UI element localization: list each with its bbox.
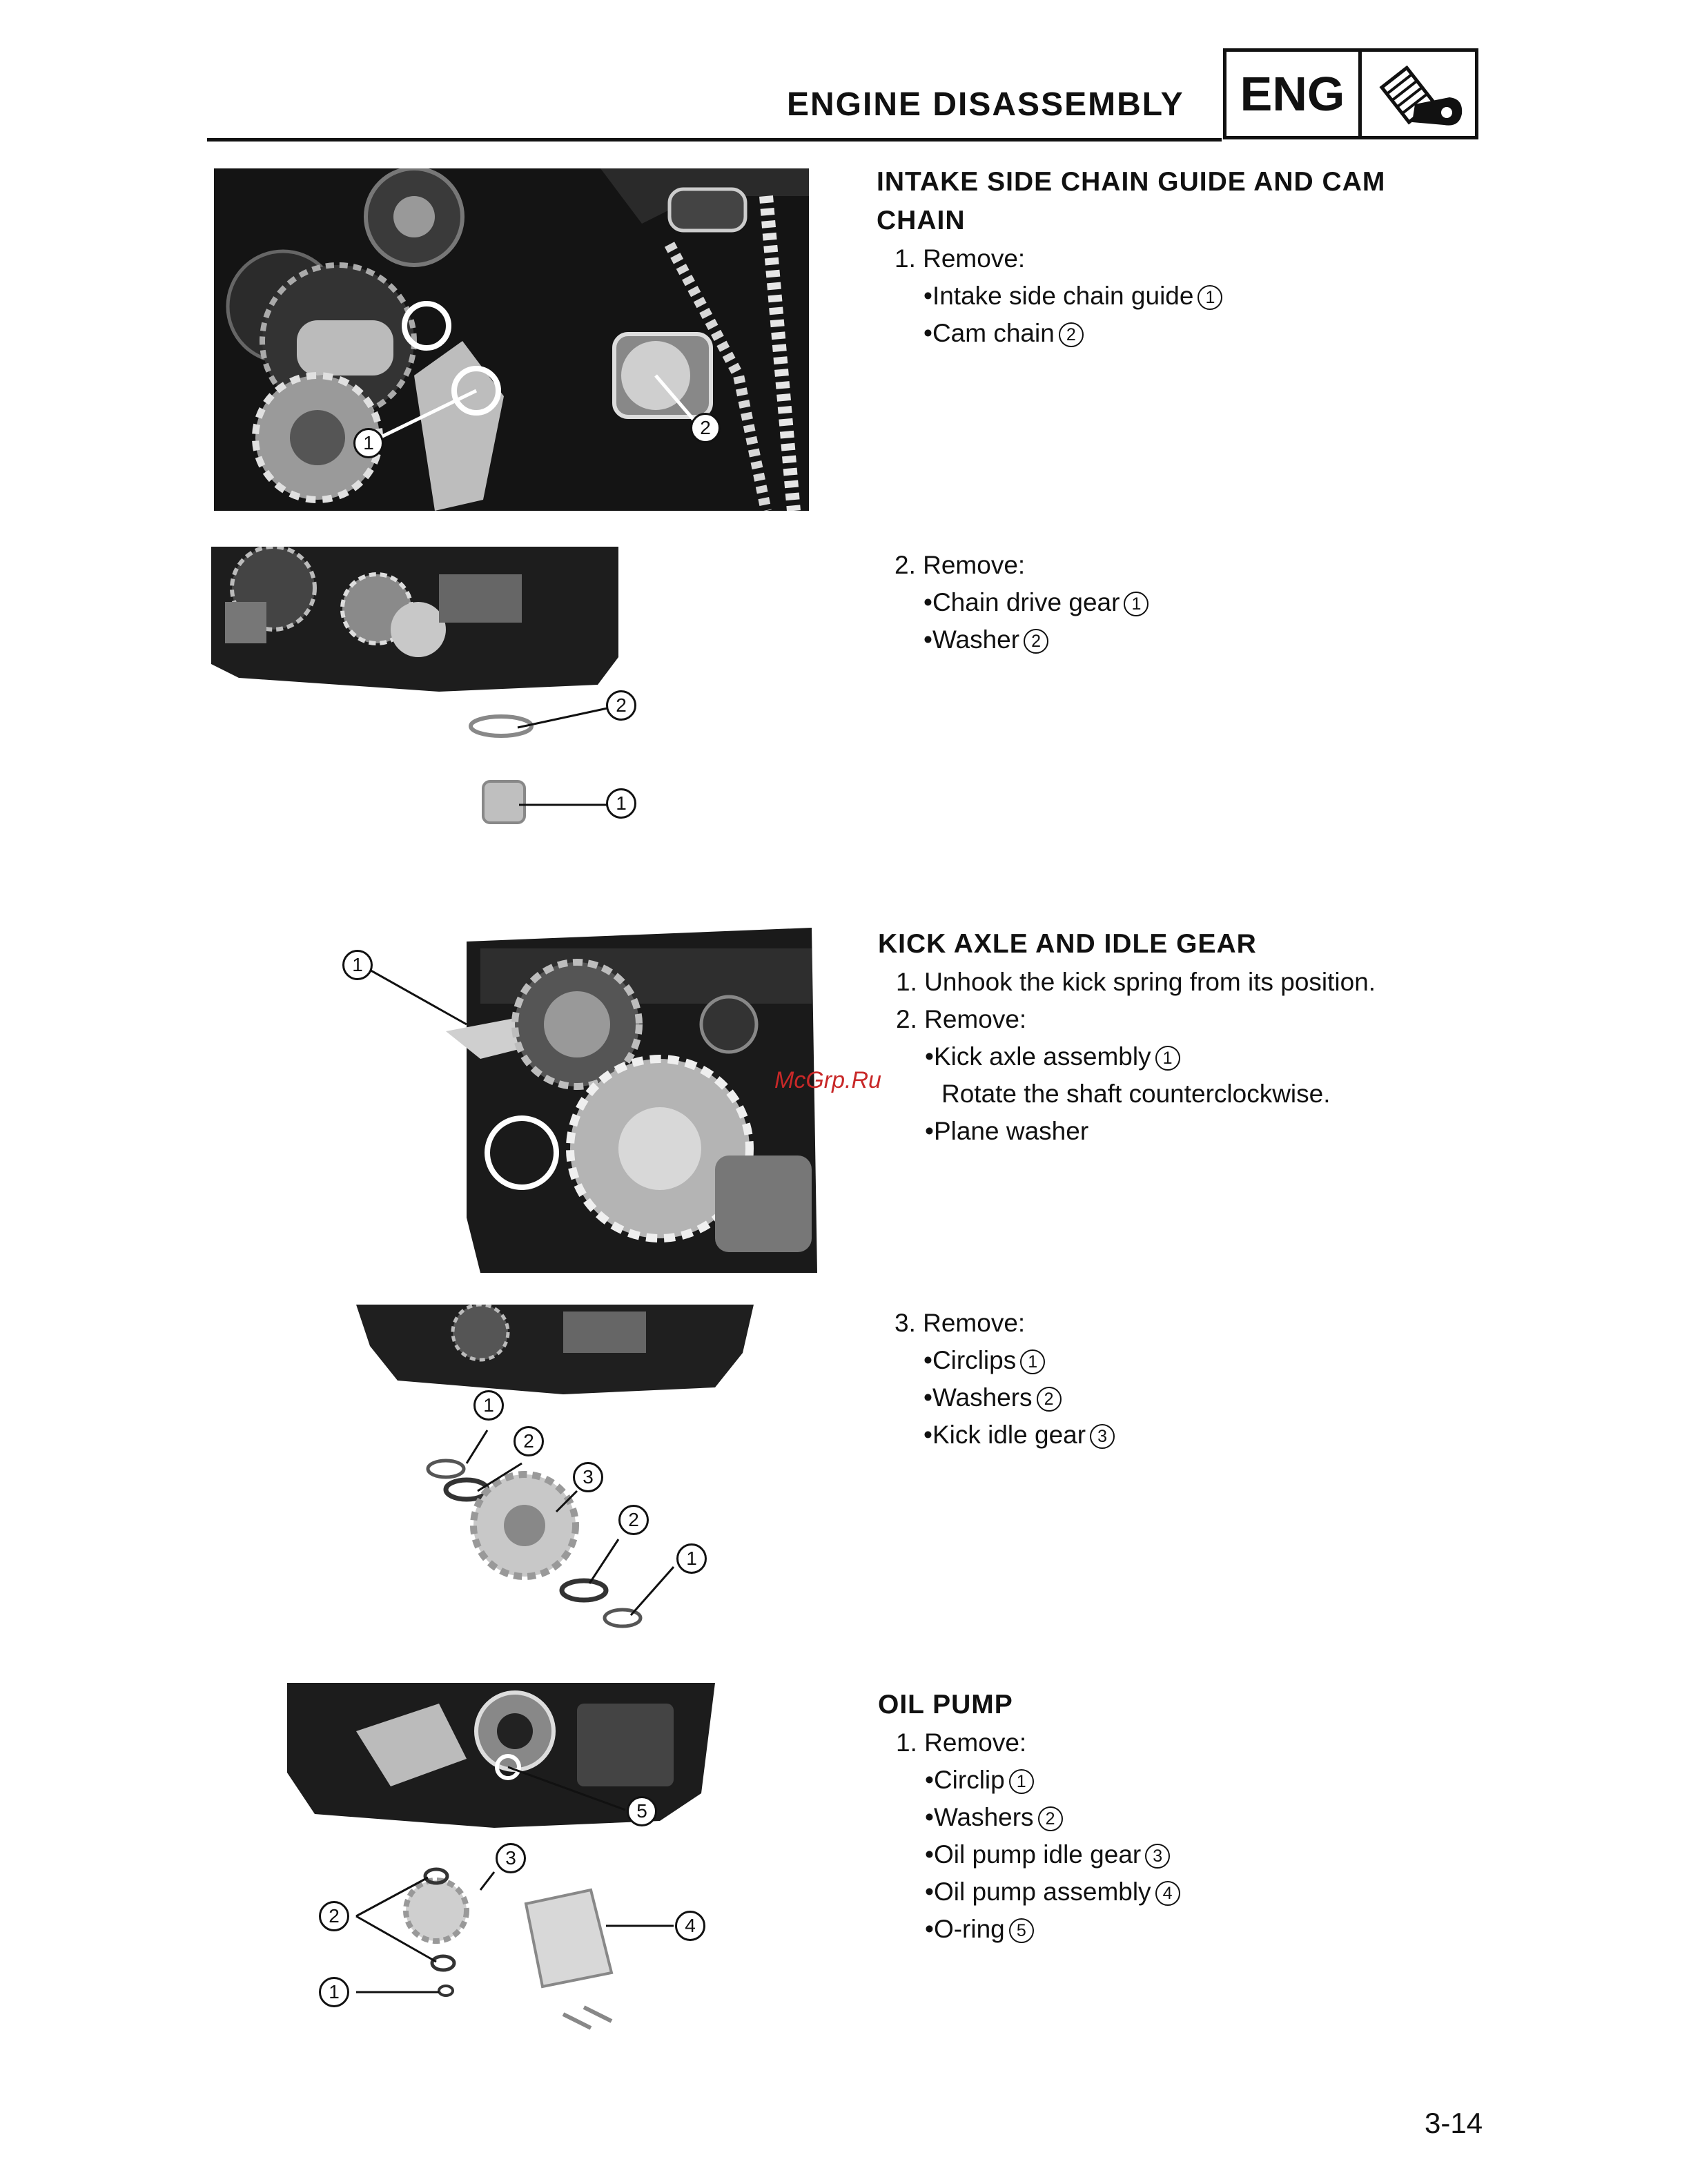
callout-5: 5 xyxy=(627,1796,657,1826)
bullet-item xyxy=(925,1873,1180,1911)
bullet-text: •Intake side chain guide xyxy=(923,282,1194,310)
bullet-item xyxy=(925,1762,1180,1799)
ref-number: 1 xyxy=(1198,285,1222,310)
photo-kick-idle-gear xyxy=(356,1305,756,1650)
bullet-text: •Kick axle assembly xyxy=(925,1042,1151,1071)
ref-number: 3 xyxy=(1090,1424,1115,1449)
step-text: 2. Remove: xyxy=(896,1005,1027,1033)
step-text: 1. Remove: xyxy=(895,244,1026,273)
watermark: McGrp.Ru xyxy=(774,1067,881,1093)
step-text: 2. Remove: xyxy=(895,551,1026,579)
section-kick xyxy=(878,925,1376,1150)
bullet-item xyxy=(923,1416,1115,1454)
step-text: 3. Remove: xyxy=(895,1309,1026,1337)
step-text: 1. Remove: xyxy=(896,1728,1027,1757)
bullet-text: •Oil pump idle gear xyxy=(925,1840,1142,1869)
bullet-text: •Circlip xyxy=(925,1766,1005,1794)
callout-2: 2 xyxy=(606,690,636,721)
callout-2: 2 xyxy=(618,1505,649,1535)
ref-number: 2 xyxy=(1038,1806,1063,1831)
section-oil-pump xyxy=(878,1686,1180,1948)
section-title: OIL PUMP xyxy=(878,1690,1013,1719)
bullet-text: •Circlips xyxy=(923,1346,1017,1374)
bullet-item xyxy=(925,1799,1180,1836)
callout-2: 2 xyxy=(514,1426,544,1456)
callout-1: 1 xyxy=(353,428,384,458)
ref-number: 4 xyxy=(1155,1881,1180,1906)
ref-number: 2 xyxy=(1037,1387,1062,1412)
callout-2: 2 xyxy=(319,1901,349,1931)
ref-number: 1 xyxy=(1124,592,1148,616)
section-kick-step3 xyxy=(877,1305,1115,1454)
bullet-item xyxy=(925,1038,1376,1075)
ref-number: 1 xyxy=(1020,1349,1045,1374)
bullet-text: •Washer xyxy=(923,625,1020,654)
bullet-item xyxy=(925,1836,1180,1873)
page-title: ENGINE DISASSEMBLY xyxy=(787,86,1184,123)
section-intake xyxy=(877,163,1385,352)
callout-2: 2 xyxy=(690,413,721,443)
bullet-item xyxy=(923,621,1148,659)
bullet-text: •Plane washer xyxy=(925,1117,1089,1145)
callout-1: 1 xyxy=(606,788,636,819)
callout-1: 1 xyxy=(473,1390,504,1421)
bullet-item xyxy=(925,1911,1180,1948)
ref-number: 2 xyxy=(1059,322,1084,347)
bullet-item xyxy=(925,1113,1376,1150)
photo-oil-pump xyxy=(287,1683,729,2049)
callout-1: 1 xyxy=(676,1543,707,1574)
section-title-cont: CHAIN xyxy=(877,206,966,235)
bullet-item xyxy=(923,1342,1115,1379)
engine-piston-icon xyxy=(1362,52,1475,136)
bullet-text: •Chain drive gear xyxy=(923,588,1120,616)
bullet-item xyxy=(923,584,1148,621)
callout-1: 1 xyxy=(342,950,373,980)
bullet-text: •Cam chain xyxy=(923,319,1055,347)
eng-badge-label: ENG xyxy=(1226,52,1362,136)
bullet-text: •O-ring xyxy=(925,1915,1005,1943)
section-intake-step2 xyxy=(877,547,1148,659)
ref-number: 1 xyxy=(1009,1769,1034,1794)
bullet-text: •Oil pump assembly xyxy=(925,1878,1151,1906)
photo-kick-axle xyxy=(342,928,817,1273)
callout-4: 4 xyxy=(675,1911,705,1941)
section-title: KICK AXLE AND IDLE GEAR xyxy=(878,929,1257,959)
ref-number: 2 xyxy=(1024,629,1048,654)
note-text: Rotate the shaft counterclockwise. xyxy=(941,1080,1331,1108)
callout-3: 3 xyxy=(573,1462,603,1492)
section-title: INTAKE SIDE CHAIN GUIDE AND CAM xyxy=(877,167,1386,197)
ref-number: 5 xyxy=(1009,1918,1034,1943)
bullet-item xyxy=(923,1379,1115,1416)
step-text: 1. Unhook the kick spring from its position. xyxy=(896,968,1376,996)
ref-number: 1 xyxy=(1155,1046,1180,1071)
bullet-item xyxy=(923,315,1385,352)
photo-chain-guide xyxy=(214,168,809,511)
bullet-text: •Washers xyxy=(925,1803,1034,1831)
eng-badge xyxy=(1223,48,1478,139)
photo-chain-drive-gear xyxy=(211,547,667,837)
page-number: 3-14 xyxy=(1425,2107,1483,2139)
bullet-text: •Kick idle gear xyxy=(923,1421,1086,1449)
callout-1: 1 xyxy=(319,1977,349,2007)
bullet-item xyxy=(923,277,1385,315)
bullet-text: •Washers xyxy=(923,1383,1033,1412)
ref-number: 3 xyxy=(1145,1844,1170,1869)
callout-3: 3 xyxy=(496,1843,526,1873)
header-rule xyxy=(207,138,1222,142)
